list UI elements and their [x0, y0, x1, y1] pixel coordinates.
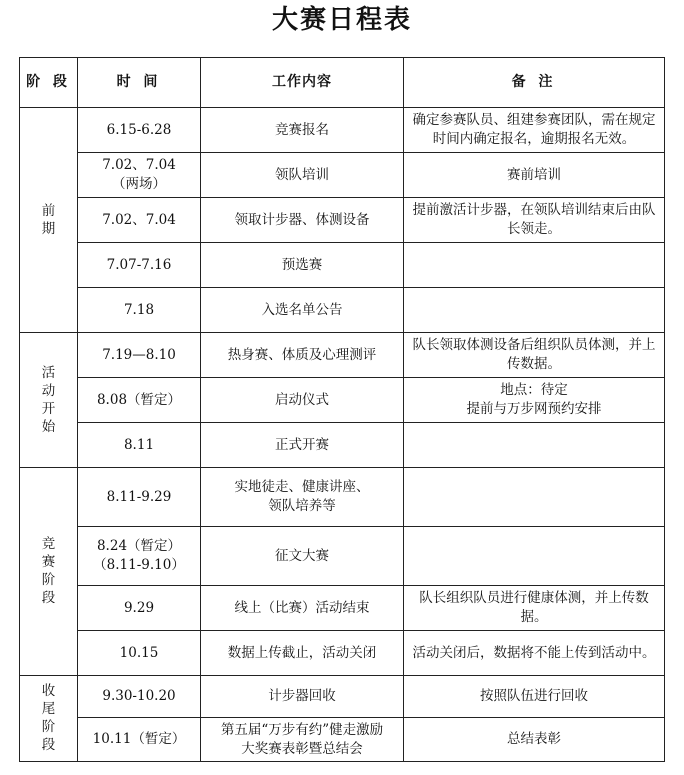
phase-label: 竞赛阶段: [41, 536, 56, 606]
table-row: [20, 333, 665, 378]
note-cell: [404, 288, 665, 333]
content-cell: 预选赛: [201, 243, 404, 288]
note-cell: 总结表彰: [404, 718, 665, 762]
header-phase: 阶 段: [20, 58, 78, 108]
time-cell: 7.18: [78, 288, 201, 333]
table-row: [20, 153, 665, 198]
content-cell: 数据上传截止，活动关闭: [201, 631, 404, 676]
content-cell: 领取计步器、体测设备: [201, 198, 404, 243]
time-cell: 8.08（暂定）: [78, 378, 201, 423]
table-row: [20, 468, 665, 527]
content-cell: 竞赛报名: [201, 108, 404, 153]
table-row: [20, 631, 665, 676]
content-cell: 领队培训: [201, 153, 404, 198]
note-cell: 地点：待定 提前与万步网预约安排: [404, 378, 665, 423]
time-cell: 7.19—8.10: [78, 333, 201, 378]
content-cell: 启动仪式: [201, 378, 404, 423]
phase-label: 活动开始: [41, 364, 56, 435]
table-row: [20, 198, 665, 243]
note-cell: [404, 468, 665, 527]
note-cell: 确定参赛队员、组建参赛团队，需在规定时间内确定报名，逾期报名无效。: [404, 108, 665, 153]
content-cell: 热身赛、体质及心理测评: [201, 333, 404, 378]
header-content: 工作内容: [201, 58, 404, 108]
phase-cell: [20, 676, 78, 762]
time-cell: 7.02、7.04 （两场）: [78, 153, 201, 198]
phase-cell: [20, 333, 78, 468]
note-cell: 队长领取体测设备后组织队员体测，并上传数据。: [404, 333, 665, 378]
schedule-table: [19, 57, 665, 762]
note-cell: 队长组织队员进行健康体测，并上传数据。: [404, 586, 665, 631]
content-cell: 第五届“万步有约”健走激励 大奖赛表彰暨总结会: [201, 718, 404, 762]
note-cell: 活动关闭后，数据将不能上传到活动中。: [404, 631, 665, 676]
table-row: [20, 718, 665, 762]
time-cell: 6.15-6.28: [78, 108, 201, 153]
header-time: 时 间: [78, 58, 201, 108]
note-cell: 提前激活计步器，在领队培训结束后由队长领走。: [404, 198, 665, 243]
content-cell: 入选名单公告: [201, 288, 404, 333]
table-row: [20, 423, 665, 468]
time-cell: 9.29: [78, 586, 201, 631]
time-cell: 8.11: [78, 423, 201, 468]
time-cell: 8.11-9.29: [78, 468, 201, 527]
content-cell: 征文大赛: [201, 527, 404, 586]
time-cell: 10.11（暂定）: [78, 718, 201, 762]
note-cell: 按照队伍进行回收: [404, 676, 665, 718]
phase-label: 收尾阶段: [41, 683, 56, 753]
table-row: [20, 378, 665, 423]
content-cell: 正式开赛: [201, 423, 404, 468]
time-cell: 8.24（暂定） （8.11-9.10）: [78, 527, 201, 586]
table-row: [20, 586, 665, 631]
time-cell: 7.02、7.04: [78, 198, 201, 243]
phase-cell: [20, 468, 78, 676]
note-cell: [404, 243, 665, 288]
header-row: [20, 58, 665, 108]
table-row: [20, 676, 665, 718]
time-cell: 7.07-7.16: [78, 243, 201, 288]
header-note: 备 注: [404, 58, 665, 108]
note-cell: [404, 423, 665, 468]
note-cell: 赛前培训: [404, 153, 665, 198]
time-cell: 10.15: [78, 631, 201, 676]
phase-cell: [20, 108, 78, 333]
note-cell: [404, 527, 665, 586]
table-row: [20, 527, 665, 586]
table-row: [20, 288, 665, 333]
table-row: [20, 243, 665, 288]
content-cell: 线上（比赛）活动结束: [201, 586, 404, 631]
content-cell: 实地徒走、健康讲座、 领队培养等: [201, 468, 404, 527]
time-cell: 9.30-10.20: [78, 676, 201, 718]
content-cell: 计步器回收: [201, 676, 404, 718]
phase-label: 前期: [41, 202, 56, 237]
table-row: [20, 108, 665, 153]
page-title: 大赛日程表: [271, 5, 412, 35]
